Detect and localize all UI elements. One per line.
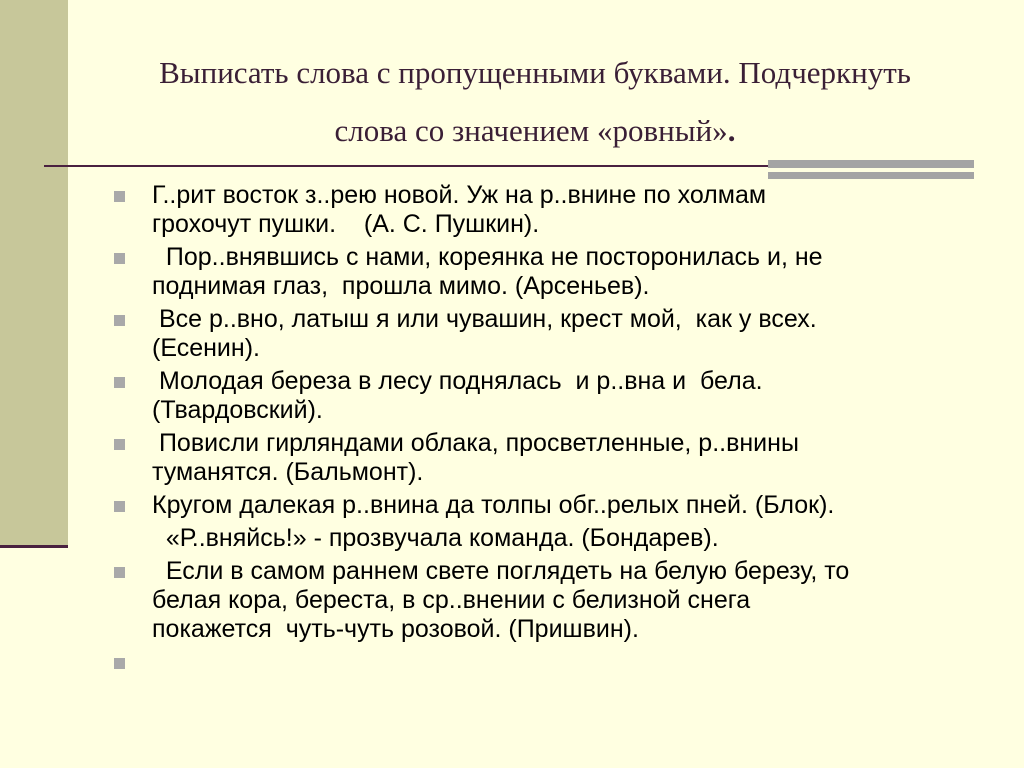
- list-item: [112, 181, 992, 239]
- list-item-text: Все р..вно, латыш я или чувашин, крест мой, как у всех. (Есенин).: [152, 305, 817, 362]
- square-bullet-icon: [114, 191, 125, 202]
- square-bullet-icon: [114, 501, 125, 512]
- list-item-text: «Р..вняйсь!» - прозвучала команда. (Бондарев).: [152, 524, 719, 552]
- list-item: [112, 367, 992, 425]
- title-divider-accent-top: [768, 160, 974, 168]
- list-item: [112, 305, 992, 363]
- list-item-text: Пор..внявшись с нами, кореянка не посторонилась и, не поднимая глаз, прошла мимо. (Арсеньев).: [152, 243, 823, 300]
- title-divider-accent-bottom: [768, 172, 974, 179]
- list-item-text: Кругом далекая р..внина да толпы обг..релых пней. (Блок).: [152, 491, 835, 519]
- list-item-text: Г..рит восток з..рею новой. Уж на р..внине по холмам грохочут пушки. (А. С. Пушкин).: [152, 181, 767, 238]
- square-bullet-icon: [114, 377, 125, 388]
- list-item: [112, 243, 992, 301]
- list-item: [112, 491, 992, 520]
- list-item-text: Молодая береза в лесу поднялась и р..вна и бела. (Твардовский).: [152, 367, 763, 424]
- list-item: [112, 557, 992, 644]
- square-bullet-icon: [114, 658, 125, 669]
- square-bullet-icon: [114, 253, 125, 264]
- list-item: [112, 648, 992, 677]
- square-bullet-icon: [114, 315, 125, 326]
- bullet-list: [112, 181, 992, 681]
- list-item-text: Повисли гирляндами облака, просветленные, р..внины туманятся. (Бальмонт).: [152, 429, 799, 486]
- slide-title: [70, 44, 1000, 160]
- sidebar-decor-line: [0, 545, 68, 548]
- slide-title-line1: Выписать слова с пропущенными буквами. Подчеркнуть: [159, 55, 911, 90]
- slide-title-line2-text: слова со значением «ровный»: [334, 113, 728, 148]
- slide-title-line2: [70, 102, 1000, 160]
- square-bullet-icon: [114, 567, 125, 578]
- list-item: [112, 429, 992, 487]
- list-item-text: Если в самом раннем свете поглядеть на белую березу, то белая кора, береста, в ср..внении с белизной снега покажется чуть-чуть розовой. (Пришвин).: [152, 557, 850, 643]
- list-item: [112, 524, 992, 553]
- sidebar-decor-bar: [0, 0, 68, 545]
- slide-title-period: .: [727, 113, 736, 148]
- square-bullet-icon: [114, 439, 125, 450]
